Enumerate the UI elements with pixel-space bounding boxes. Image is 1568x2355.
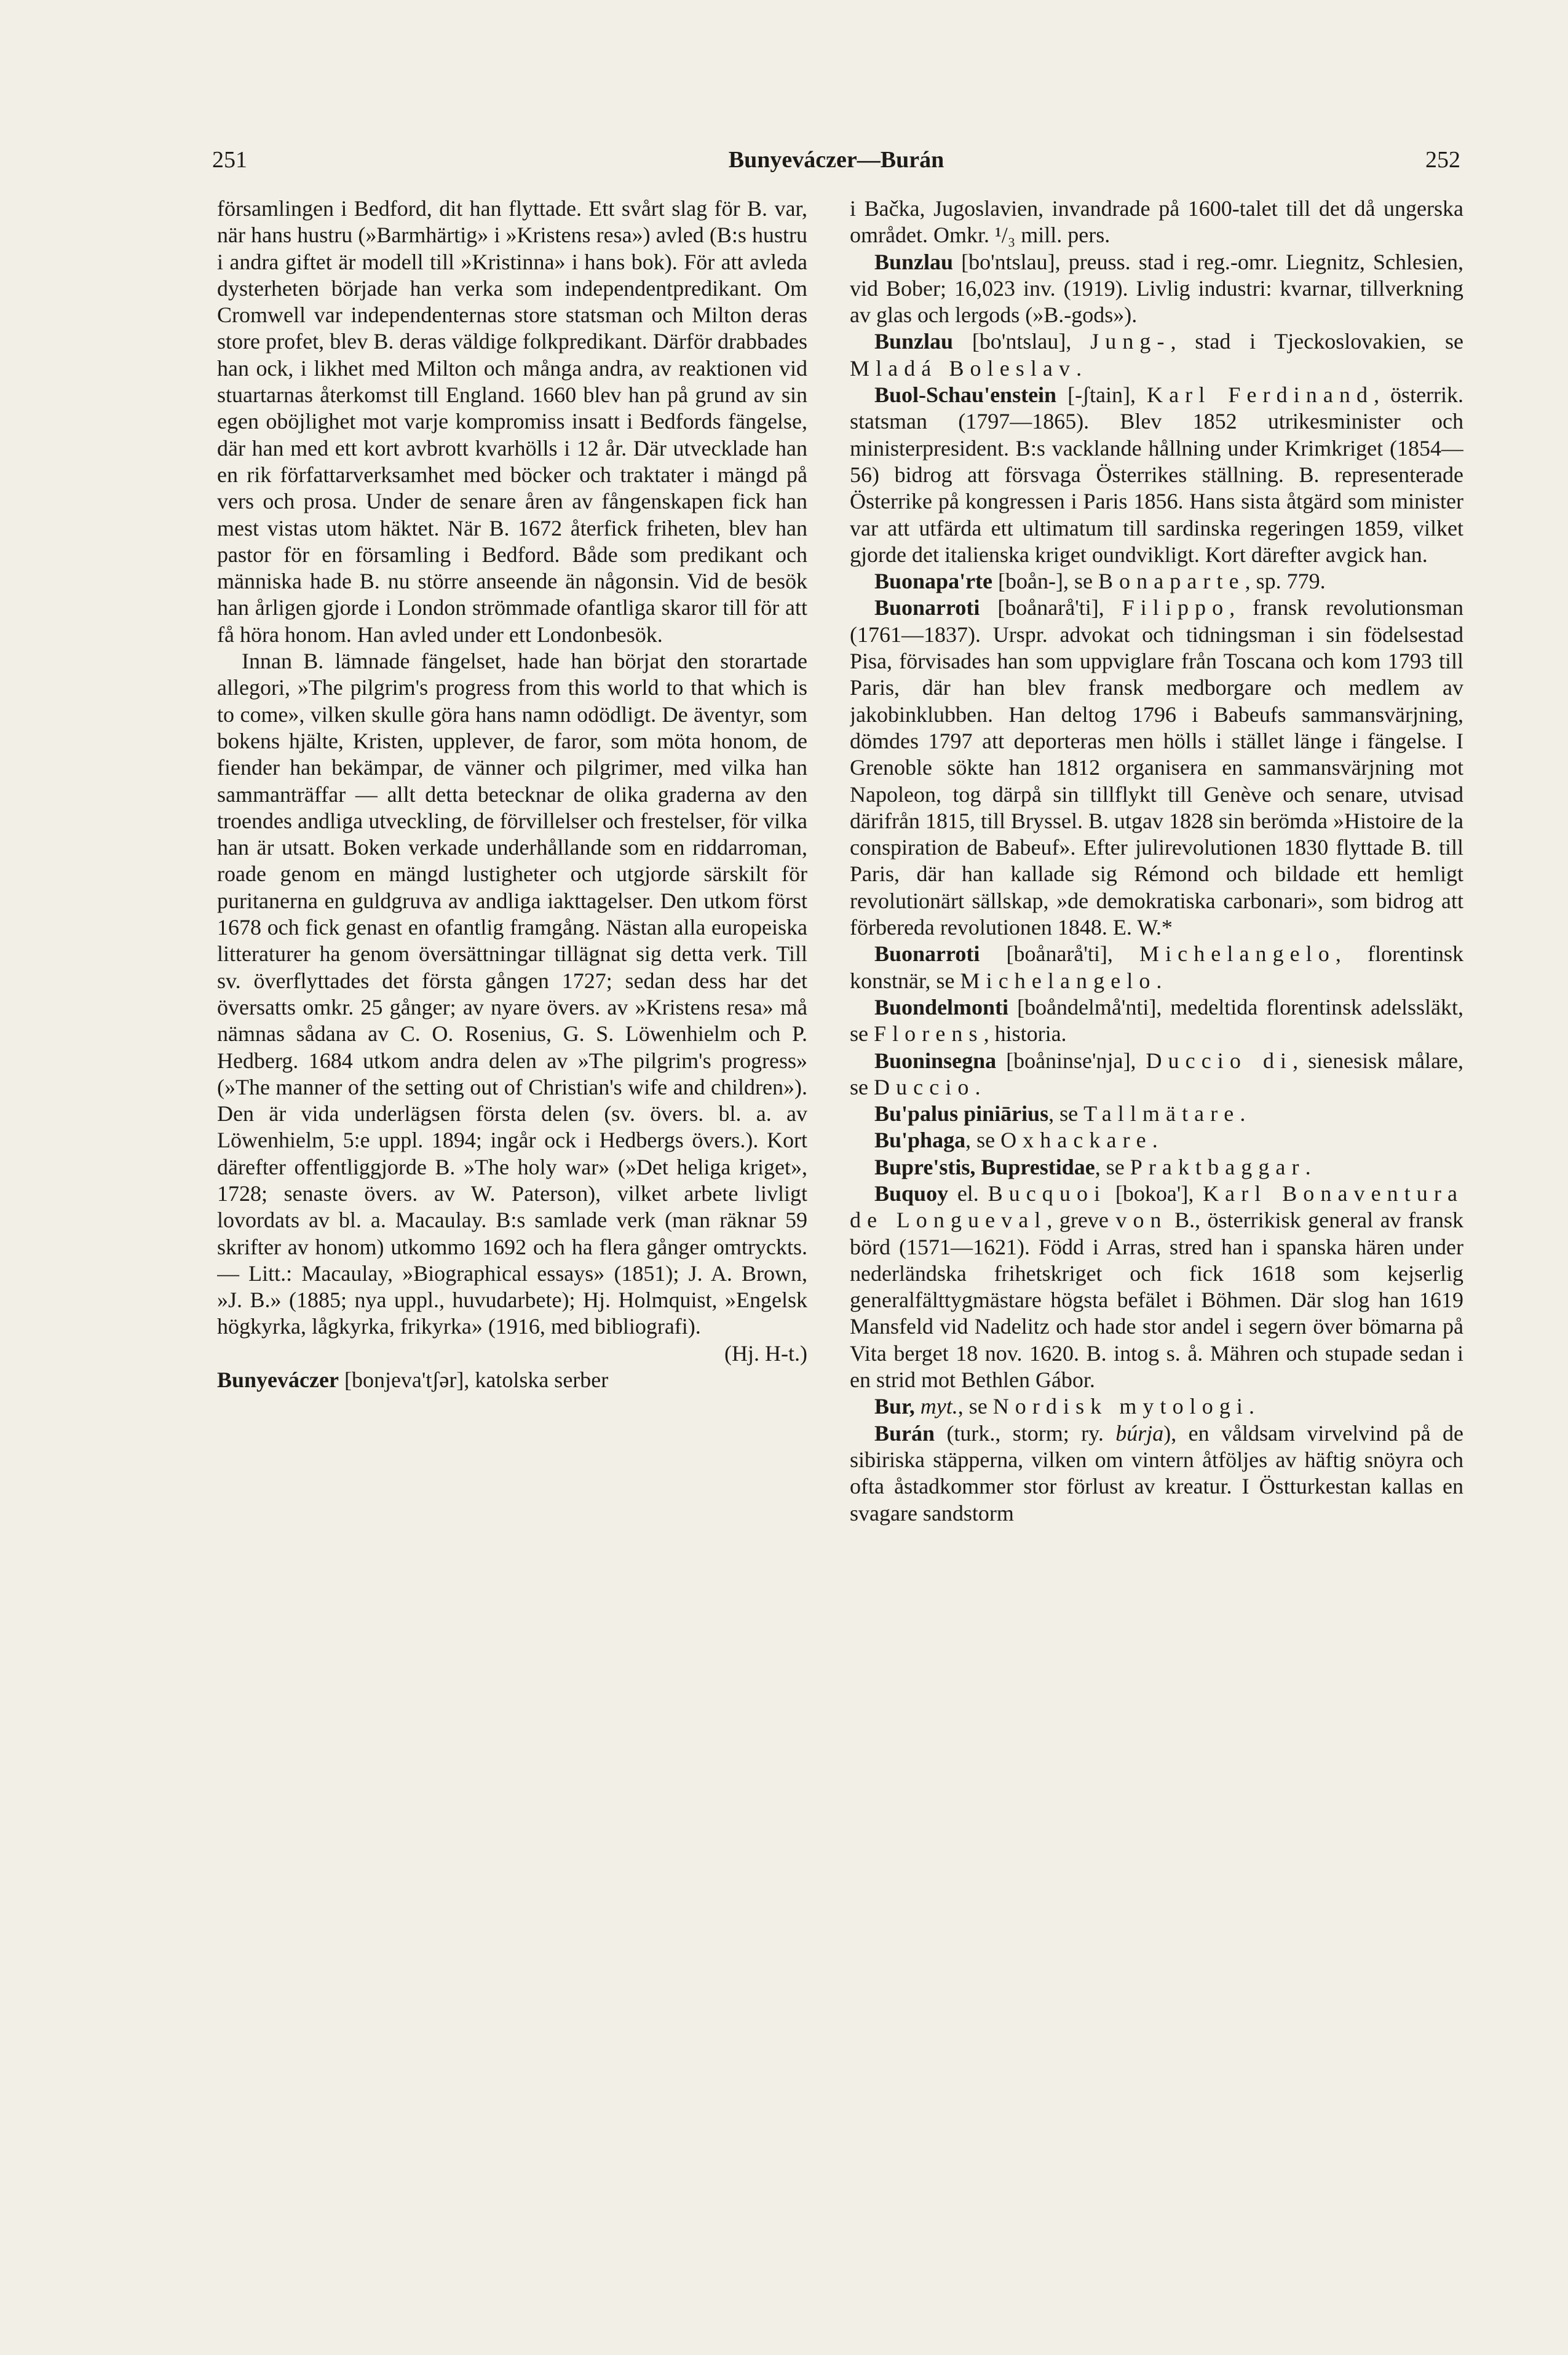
entry-text: [boån-], se: [998, 569, 1093, 594]
entry-text: [-ʃtain],: [1067, 382, 1136, 408]
entry-text: , se: [1048, 1101, 1079, 1126]
entry-bunzlau-1: [850, 249, 1463, 329]
headword: Bur,: [874, 1394, 915, 1419]
entry-text: [boåndelmå'nti], medeltida florentinsk adelssläkt, se: [850, 994, 1463, 1047]
entry-bupalus: [850, 1101, 1463, 1127]
spaced-name: Michelangelo: [960, 968, 1157, 993]
paragraph-text: Innan B. lämnade fängelset, hade han börjat den storartade allegori, »The pilgrim's progress from this world to that which is to come», vilken skulle göra hans namn odödligt. De äventyr, som bokens hjälte, Kristen, upplever, de faror, som möta honom, de fiender han bekämpar, de vänner och pilgrimer, med vilka han sammanträffar — allt detta betecknar de olika graderna av den troendes andliga utveckling, de förvillelser och frestelser, för vilka han är utsatt. Boken verkade underhållande som en riddarroman, roade genom en mängd lustigheter och utgjorde särskilt för puritanerna en guldgruva av andliga iakttagelser. Den utkom först 1678 och fick genast en ofantlig framgång. Nästan alla europeiska litteraturer ha genom översättningar tillägnat sig detta verk. Till sv. överflyttades det första gången 1727; sedan dess har det översatts omkr. 25 gånger; av nyare övers. av »Kristens resa» må nämnas sådana av C. O. Rosenius, G. S. Löwenhielm och P. Hedberg. 1684 utkom andra delen av »The pilgrim's progress» (»The manner of the setting out of Christian's wife and children»). Den är vida underlägsen första delen (sv. övers. bl. a. av Löwenhielm, 5:e uppl. 1894; ingår ock i Hedbergs övers.). Kort därefter offentliggjorde B. »The holy war» (»Det heliga kriget», 1728; senaste övers. av W. Paterson), vilket arbete livligt lovordats av bl. a. Macaulay. B:s samlade verk (man räknar 59 skrifter av honom) utkommo 1692 och ha flera gånger omtryckts. — Litt.: Macaulay, »Biographical essays» (1851); J. A. Brown, »J. B.» (1885; nya uppl., huvudarbete); Hj. Holmquist, »Engelsk högkyrka, lågkyrka, frikyrka» (1916, med bibliografi).: [217, 649, 807, 1339]
spaced-name: Praktbaggar: [1130, 1154, 1305, 1179]
entry-text: .: [1156, 968, 1162, 993]
headword: Bu'palus piniārius: [874, 1101, 1049, 1126]
entry-text: .: [1076, 355, 1082, 381]
entry-text: B., österrikisk general av fransk börd (1571—1621). Född i Arras, stred han i spanska hären under nederländska frihetskriget och fick 1618 som kejserlig generalfälttygmästare högsta befälet i Böhmen. Där slog han 1619 Mansfeld vid Nadelitz och hade stor andel i segern över bömarna på Vita berget 18 nov. 1620. B. intog s. å. Mähren och stupade sedan i en strid mot Bethlen Gábor.: [850, 1208, 1463, 1393]
headword: Buoninsegna: [874, 1048, 997, 1073]
headword: Buonapa'rte: [874, 569, 993, 594]
entry-bunzlau-2: [850, 328, 1463, 382]
headword: Bunzlau: [874, 249, 954, 274]
italic-word: búrja: [1115, 1420, 1164, 1446]
entry-buprestis: [850, 1154, 1463, 1181]
spaced-name: Tallmätare: [1083, 1101, 1240, 1126]
spaced-name: Oxhackare: [1000, 1128, 1152, 1153]
headword: Bunyeváczer: [217, 1367, 339, 1393]
spaced-name: Duccio di: [1146, 1048, 1293, 1073]
headword: Buquoy: [874, 1181, 949, 1206]
entry-continuation: i Bačka, Jugoslavien, invandrade på 1600-talet till det då ungerska området. Omkr. ¹/₃ mill. pers.: [850, 196, 1463, 248]
entry-text: , florentinsk konstnär, se: [850, 941, 1463, 993]
entry-bur: [850, 1393, 1463, 1420]
entry-text: [bonjeva'tʃər], katolska serber: [344, 1367, 609, 1393]
page-number-left: 251: [212, 147, 247, 173]
spaced-name: Duccio: [874, 1074, 975, 1099]
entry-text: .: [975, 1074, 981, 1099]
entry-text: .: [1152, 1128, 1158, 1153]
spaced-name: Bonaparte: [1098, 569, 1245, 594]
entry-text: ), en våldsam virvelvind på de sibiriska stäpperna, vilken om vintern åtföljes av häftig snöyra och ofta åstadkommer stor förlust av kreatur. I Östturkestan kallas en svagare sandstorm: [850, 1420, 1463, 1526]
entry-buondelmonti: [850, 994, 1463, 1048]
entry-text: , greve: [1047, 1208, 1109, 1233]
headword: Burán: [874, 1420, 935, 1446]
entry-text: (turk., storm; ry.: [946, 1420, 1104, 1446]
headword: Buonarroti: [874, 941, 980, 967]
entry-buol-schauenstein: [850, 382, 1463, 568]
entry-text: , sienesisk målare, se: [850, 1048, 1463, 1099]
page-title: Bunyeváczer—Burán: [728, 147, 944, 173]
entry-text: , se: [957, 1394, 988, 1419]
entry-text: [bokoa'],: [1115, 1181, 1194, 1206]
entry-text: , stad i Tjeckoslovakien, se: [1170, 329, 1463, 354]
headword: Buol-Schau'enstein: [874, 382, 1057, 408]
entry-text: [bo'ntslau],: [972, 329, 1072, 354]
entry-bunyevaczer: [217, 1367, 807, 1393]
running-header: [212, 146, 1460, 183]
entry-text: , se: [1095, 1154, 1125, 1179]
spaced-name: Karl Bonaventura de Longueval: [850, 1181, 1463, 1233]
entry-text: , fransk revolutionsman (1761—1837). Urspr. advokat och tidningsman i sin födelsestad Pisa, förvisades han som uppviglare från Toscana och kom 1793 till Paris, där han blev fransk medborgare och medlem av jakobinklubben. Han deltog 1796 i Babeufs sammansvärjning, dömdes 1797 att deporteras men hölls i stället länge i fängelse. I Grenoble sökte han 1812 organisera en sammansvärjning mot Napoleon, tog därpå sin tillflykt till Genève och senare, utvisad därifrån 1815, till Bryssel. B. utgav 1828 sin berömda »Histoire de la conspiration de Babeuf». Efter julirevolutionen 1830 flyttade B. till Paris, där han kallade sig Rémond och bildade ett hemligt revolutionärt sällskap, »de demokratiska carbonari», som bidrog att förbereda revolutionen 1848. E. W.*: [850, 595, 1463, 940]
signature: (Hj. H-t.): [724, 1340, 807, 1366]
entry-text: , österrik. statsman (1797—1865). Blev 1852 utrikesminister och ministerpresident. B:s vacklande hållning under Krimkriget (1854—56) bidrog att försvaga Österrikes ställning. B. representerade Österrike på kongressen i Paris 1856. Hans sista åtgärd som minister var att utfärda ett ultimatum till sardinska regeringen 1859, vilket gjorde det italienska kriget oundvikligt. Kort därefter avgick han.: [850, 382, 1463, 567]
headword: Bupre'stis, Buprestidae: [874, 1154, 1095, 1179]
entry-buquoy: [850, 1181, 1463, 1393]
headword: Buondelmonti: [874, 994, 1009, 1019]
entry-text: .: [1305, 1154, 1311, 1179]
spaced-name: Nordisk mytologi: [992, 1394, 1249, 1419]
entry-text: [boåninse'nja],: [1006, 1048, 1136, 1073]
page-number-right: 252: [1425, 147, 1460, 173]
entry-buran: [850, 1420, 1463, 1527]
headword: Buonarroti: [874, 595, 980, 620]
entry-buphaga: [850, 1127, 1463, 1154]
entry-text: .: [1240, 1101, 1246, 1126]
spaced-name: Bucquoi: [988, 1181, 1107, 1206]
headword: Bunzlau: [874, 329, 954, 354]
paragraph: församlingen i Bedford, dit han flyttade. Ett svårt slag för B. var, när hans hustru (»Barmhärtig» i »Kristens resa») avled (B:s hustru i andra giftet är modell till »Kristinna» i hans bok). För att avleda dysterheten började han verka som independentpredikant. Om Cromwell var independenternas store statsman och Milton deras store profet, blev B. deras väldige folkpredikant. Därför drabbades han ock, i likhet med Milton och många andra, av reaktionen vid stuartarnas återkomst till England. 1660 blev han på grund av sin egen oböjlighet mot varje kompromiss insatt i Bedfords fängelse, där han med ett kort avbrott kvarhölls i 12 år. Där utvecklade han en rik författarverksamhet med böcker och traktater i mängd på vers och prosa. Under de senare åren av fångenskapen fick han mest vistas utom häktet. När B. 1672 återfick friheten, blev han pastor för en församling i Bedford. Både som predikant och människa hade B. nu större anseende än någonsin. Vid de besök han årligen gjorde i London strömmade ofantliga skaror till för att få höra honom. Han avled under ett Londonbesök.: [217, 196, 807, 647]
spaced-name: Mladá Boleslav: [850, 355, 1077, 381]
spaced-name: Jung-: [1090, 329, 1171, 354]
entry-text: .: [1249, 1394, 1254, 1419]
spaced-name: Florens: [874, 1021, 984, 1047]
entry-buonarroti-filippo: [850, 595, 1463, 941]
entry-text: , se: [965, 1128, 996, 1153]
entry-text: el.: [957, 1181, 979, 1206]
paragraph: [217, 648, 807, 1366]
entry-text: [boånarå'ti],: [997, 595, 1104, 620]
entry-buonaparte: [850, 568, 1463, 595]
entry-text: , historia.: [983, 1021, 1067, 1047]
italic-abbrev: myt.: [920, 1394, 958, 1419]
entry-text: [bo'ntslau], preuss. stad i reg.-omr. Liegnitz, Schlesien, vid Bober; 16,023 inv. (1919). Livlig industri: kvarnar, tillverkning av glas och lergods (»B.-gods»).: [850, 249, 1463, 328]
spaced-name: Filippo: [1122, 595, 1230, 620]
spaced-name: Karl Ferdinand: [1147, 382, 1374, 408]
spaced-name: Michelangelo: [1139, 941, 1336, 967]
left-column: [217, 196, 807, 2089]
entry-buoninsegna: [850, 1048, 1463, 1101]
entry-text: , sp. 779.: [1245, 569, 1326, 594]
headword: Bu'phaga: [874, 1128, 966, 1153]
spaced-name: von: [1115, 1208, 1168, 1233]
right-column: [850, 196, 1463, 2089]
entry-text: [boånarå'ti],: [1006, 941, 1113, 967]
entry-buonarroti-michelangelo: [850, 941, 1463, 994]
